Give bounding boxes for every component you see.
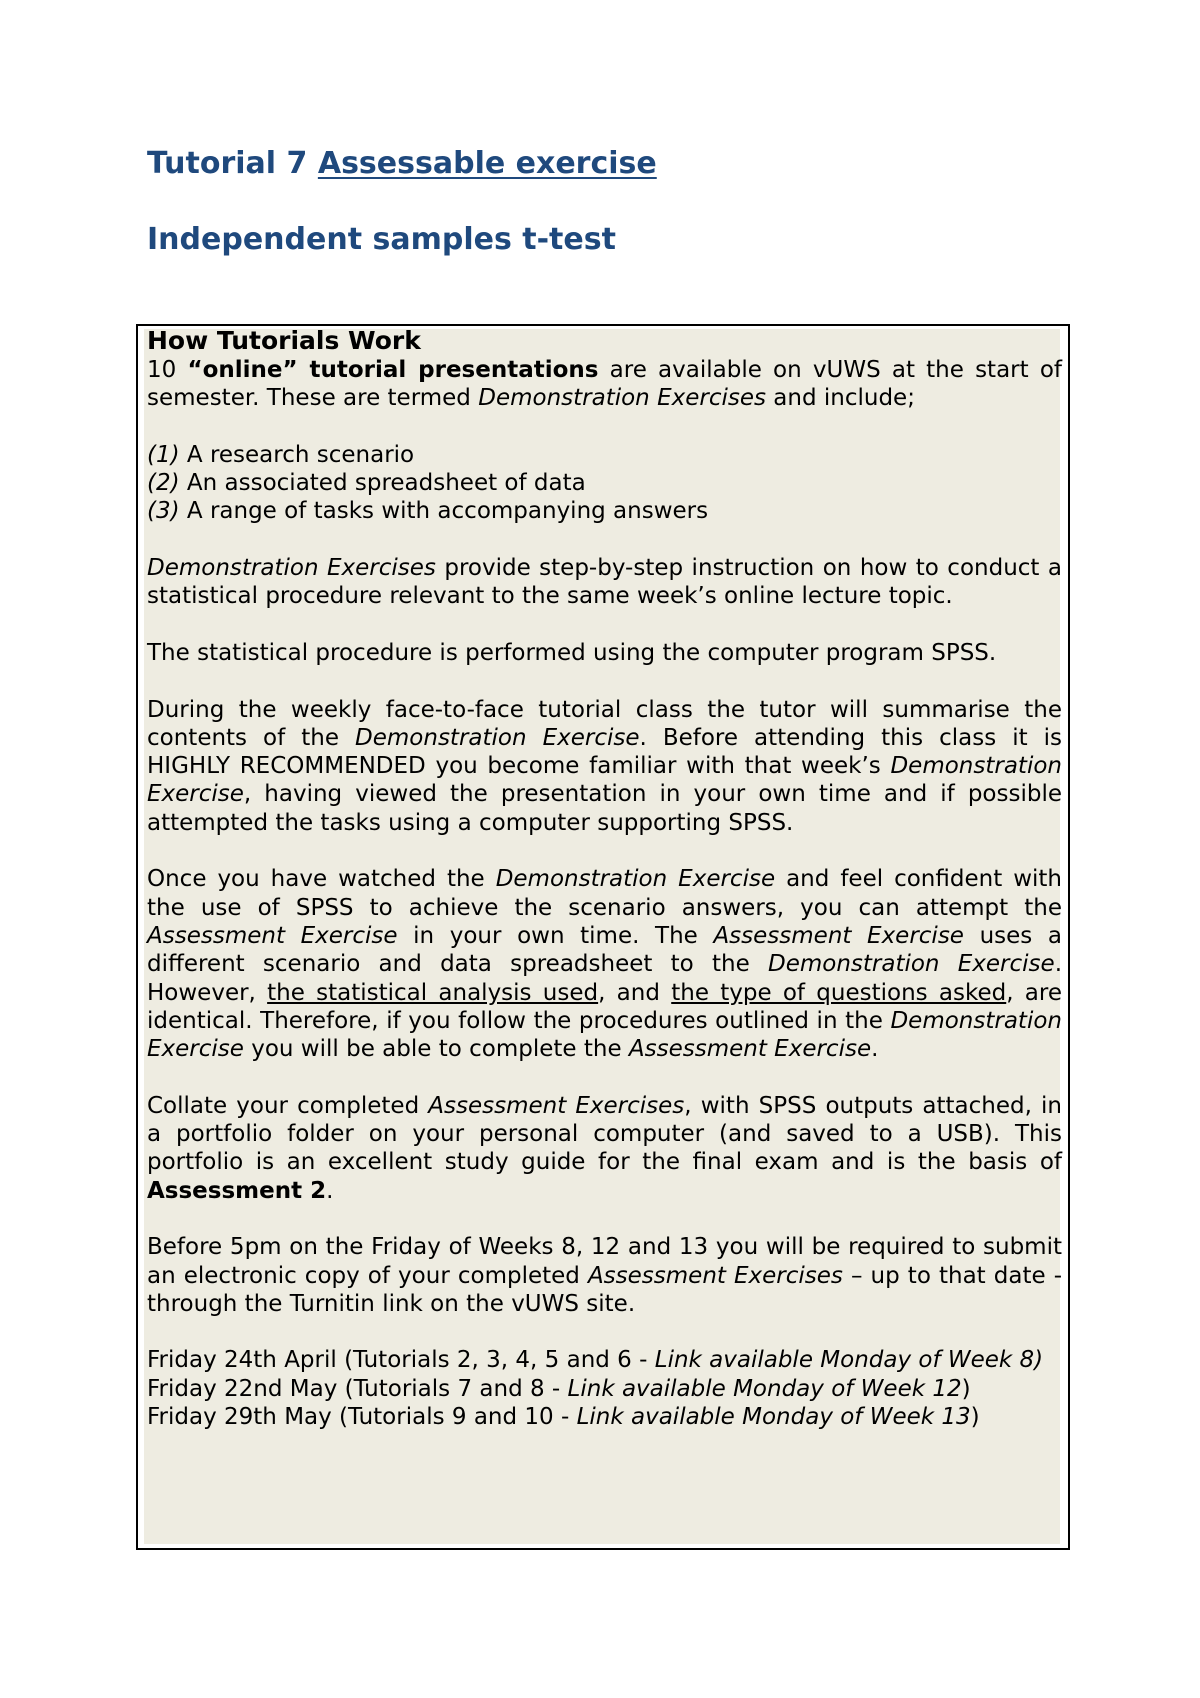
due-date-link-note: Link available Monday of Week 8): [654, 1347, 1044, 1374]
intro-text1: are available on vUWS at the start of semester. These are termed: [147, 357, 1062, 412]
once-text: , and: [598, 979, 672, 1006]
intro-italic: Demonstration Exercises: [478, 385, 766, 412]
collate-text: , with SPSS outputs attached, in a portfolio folder on your personal computer (and saved to a USB). This portfolio is an excellent study guide for the final exam and is the basis of: [147, 1092, 1063, 1176]
page-title: [147, 146, 657, 182]
box-heading: How Tutorials Work: [147, 326, 421, 355]
collate-paragraph: [147, 1092, 1062, 1205]
due-date-suffix: ): [961, 1375, 971, 1402]
list-item-number: (2): [147, 470, 180, 497]
due-date-text: Friday 24th April (Tutorials 2, 3, 4, 5 and 6 -: [147, 1347, 655, 1374]
list-item: [147, 469, 1062, 497]
info-box-content: [147, 326, 1062, 1431]
once-underlined-questions: the type of questions asked: [671, 979, 1007, 1006]
weekly-paragraph: [147, 696, 1062, 837]
due-date-link-note: Link available Monday of Week 13: [576, 1403, 971, 1430]
before-text: Before 5pm on the Friday of Weeks 8, 12 and 13 you will be required to submit an electronic copy of your completed: [147, 1234, 1062, 1289]
collate-bold-assessment: Assessment 2: [147, 1177, 327, 1204]
spss-paragraph: The statistical procedure is performed using the computer program SPSS.: [147, 639, 997, 666]
list-item-text: A range of tasks with accompanying answers: [179, 498, 709, 525]
due-date-item: [147, 1403, 1062, 1431]
list-item-text: A research scenario: [179, 441, 415, 468]
once-italic: Assessment Exercise: [713, 922, 964, 949]
collate-italic: Assessment Exercises: [428, 1092, 685, 1119]
once-italic: Assessment Exercise: [147, 922, 398, 949]
collate-text: Collate your completed: [147, 1092, 429, 1119]
list-item: [147, 441, 1062, 469]
title-assessable-exercise: Assessable exercise: [317, 146, 657, 181]
demo-text: provide step-by-step instruction on how to conduct a statistical procedure relevant to the same week’s online lecture topic.: [147, 555, 1062, 610]
weekly-italic: Demonstration Exercise: [147, 753, 1062, 808]
intro-bold-phrase: “online” tutorial presentations: [187, 357, 599, 383]
demo-paragraph: [147, 554, 1062, 611]
once-text: in your own time. The: [397, 922, 714, 949]
weekly-text: During the weekly face-to-face tutorial class the tutor will summarise the contents of the: [147, 696, 1062, 751]
once-underlined-analysis: the statistical analysis used: [267, 979, 599, 1006]
once-text: you will be able to complete the: [243, 1036, 629, 1063]
once-text: . However,: [147, 951, 1062, 1006]
due-date-item: [147, 1375, 1062, 1403]
weekly-text: , having viewed the presentation in your own time and if possible attempted the tasks using a computer supporting SPSS.: [147, 781, 1062, 836]
list-item: [147, 497, 1062, 525]
before-text: – up to that date - through the Turnitin link on the vUWS site.: [147, 1262, 1062, 1317]
list-item-number: (1): [147, 441, 180, 468]
list-item-text: An associated spreadsheet of data: [179, 470, 586, 497]
due-date-text: Friday 22nd May (Tutorials 7 and 8 -: [147, 1375, 568, 1402]
once-paragraph: [147, 865, 1062, 1063]
once-text: .: [871, 1036, 879, 1063]
weekly-italic: Demonstration Exercise: [355, 724, 640, 751]
due-date-suffix: ): [970, 1403, 980, 1430]
title-prefix: Tutorial 7: [147, 146, 318, 181]
once-italic: Assessment Exercise: [628, 1036, 872, 1063]
intro-count: 10: [147, 357, 188, 383]
due-dates-list: [147, 1346, 1062, 1431]
before-paragraph: [147, 1233, 1062, 1318]
collate-text: .: [326, 1177, 334, 1204]
list-item-number: (3): [147, 498, 180, 525]
once-text: uses a different scenario and data spreadsheet to the: [147, 922, 1063, 978]
once-text: and feel confident with the use of SPSS to achieve the scenario answers, you can attempt the: [147, 866, 1062, 921]
due-date-item: [147, 1346, 1062, 1374]
intro-text2: and include;: [765, 385, 915, 412]
before-italic: Assessment Exercises: [587, 1262, 843, 1289]
once-italic: Demonstration Exercise: [147, 1007, 1062, 1063]
due-date-text: Friday 29th May (Tutorials 9 and 10 -: [147, 1403, 577, 1430]
due-date-link-note: Link available Monday of Week 12: [567, 1375, 962, 1402]
once-italic: Demonstration Exercise: [495, 866, 776, 893]
components-list: [147, 441, 1062, 526]
once-text: , are identical. Therefore, if you follow the procedures outlined in the: [147, 979, 1062, 1034]
once-text: Once you have watched the: [147, 866, 496, 893]
demo-italic: Demonstration Exercises: [147, 555, 436, 582]
weekly-text: . Before attending this class it is HIGHLY RECOMMENDED you become familiar with that week’s: [147, 724, 1063, 780]
once-italic: Demonstration Exercise: [767, 951, 1055, 978]
intro-paragraph: [147, 356, 1062, 413]
page-subtitle: Independent samples t-test: [147, 222, 616, 257]
